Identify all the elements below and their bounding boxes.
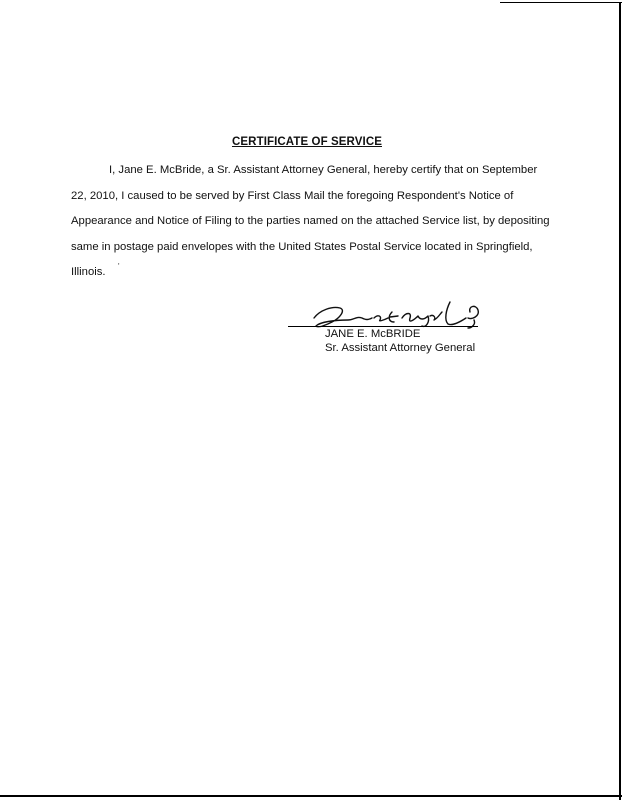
paragraph-line: Appearance and Notice of Filing to the parties named on the attached Service list, by depositing bbox=[71, 215, 550, 227]
paragraph-line: I, Jane E. McBride, a Sr. Assistant Attorney General, hereby certify that on September bbox=[109, 164, 538, 176]
paragraph-line: same in postage paid envelopes with the United States Postal Service located in Springfield, bbox=[71, 240, 533, 253]
signer-name: JANE E. McBRIDE bbox=[325, 328, 421, 340]
scan-edge-bottom bbox=[0, 795, 622, 797]
certificate-paragraph bbox=[71, 158, 551, 286]
document-title: CERTIFICATE OF SERVICE bbox=[231, 136, 382, 148]
paragraph-line: 22, 2010, I caused to be served by First Class Mail the foregoing Respondent's Notice of bbox=[71, 189, 514, 202]
signature-block bbox=[325, 327, 475, 355]
stray-mark: ' bbox=[118, 262, 120, 271]
signer-role: Sr. Assistant Attorney General bbox=[325, 342, 476, 354]
scan-edge-right bbox=[619, 2, 621, 800]
paragraph-line: Illinois. bbox=[71, 266, 106, 278]
scan-edge-top bbox=[500, 2, 622, 3]
